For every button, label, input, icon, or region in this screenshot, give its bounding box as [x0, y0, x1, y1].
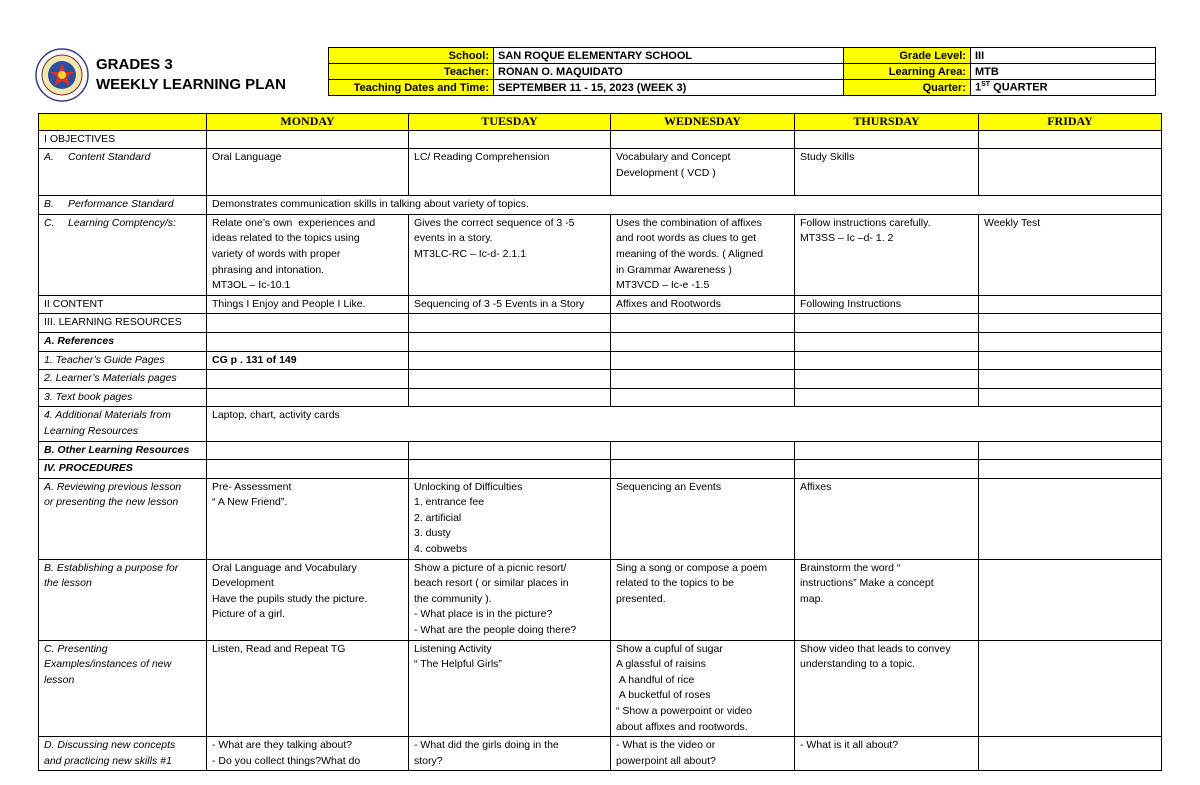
purpose-wednesday: Sing a song or compose a poem related to the topics to be presented. [611, 559, 795, 640]
content-row [39, 295, 1162, 314]
day-monday: MONDAY [207, 114, 409, 131]
quarter-ordinal: ST [981, 81, 991, 89]
content-heading: II CONTENT [39, 295, 207, 314]
quarter-number: 1 [975, 81, 982, 94]
textbook-pages-row [39, 388, 1162, 407]
learners-materials-label: 2. Learner’s Materials pages [39, 370, 207, 389]
quarter-word: QUARTER [990, 81, 1048, 94]
content-standard-thursday: Study Skills [795, 149, 979, 196]
learning-competency-row [39, 214, 1162, 295]
content-friday [979, 295, 1162, 314]
purpose-friday [979, 559, 1162, 640]
day-header-row [39, 114, 1162, 131]
references-heading: A. References [39, 332, 207, 351]
objectives-row [39, 130, 1162, 149]
discussing-row [39, 737, 1162, 771]
teacher-value: RONAN O. MAQUIDATO [494, 64, 844, 80]
teaching-dates-value: SEPTEMBER 11 - 15, 2023 (WEEK 3) [494, 80, 844, 96]
content-standard-label: A. Content Standard [39, 149, 207, 196]
weekly-plan-table [38, 113, 1162, 771]
discussing-monday: - What are they talking about? - Do you collect things?What do [207, 737, 409, 771]
competency-wednesday: Uses the combination of affixes and root words as clues to get meaning of the words. ( Aligned in Grammar Awareness ) MT3VCD – Ic-e -1.5 [611, 214, 795, 295]
learning-resources-row [39, 314, 1162, 333]
presenting-tuesday: Listening Activity “ The Helpful Girls” [409, 640, 611, 737]
content-thursday: Following Instructions [795, 295, 979, 314]
content-standard-row [39, 149, 1162, 196]
competency-monday: Relate one’s own experiences and ideas related to the topics using variety of words with proper phrasing and intonation. MT3OL – Ic-10.1 [207, 214, 409, 295]
grade-level-label: Grade Level: [844, 48, 971, 64]
additional-materials-value: Laptop, chart, activity cards [207, 407, 1162, 441]
presenting-row [39, 640, 1162, 737]
day-wednesday: WEDNESDAY [611, 114, 795, 131]
teaching-dates-label: Teaching Dates and Time: [329, 80, 494, 96]
purpose-thursday: Brainstorm the word “ instructions” Make a concept map. [795, 559, 979, 640]
content-tuesday: Sequencing of 3 -5 Events in a Story [409, 295, 611, 314]
teacher-label: Teacher: [329, 64, 494, 80]
teachers-guide-row [39, 351, 1162, 370]
grade-level-value: III [971, 48, 1156, 64]
content-standard-wednesday: Vocabulary and Concept Development ( VCD ) [611, 149, 795, 196]
school-label: School: [329, 48, 494, 64]
content-standard-monday: Oral Language [207, 149, 409, 196]
additional-materials-row [39, 407, 1162, 441]
purpose-label: B. Establishing a purpose for the lesson [39, 559, 207, 640]
performance-standard-row [39, 196, 1162, 215]
presenting-wednesday: Show a cupful of sugar A glassful of raisins A handful of rice A bucketful of roses “ Show a powerpoint or video about affixes and rootwords. [611, 640, 795, 737]
teachers-guide-label: 1. Teacher’s Guide Pages [39, 351, 207, 370]
textbook-pages-label: 3. Text book pages [39, 388, 207, 407]
reviewing-tuesday: Unlocking of Difficulties 1. entrance fee 2. artificial 3. dusty 4. cobwebs [409, 478, 611, 559]
references-row [39, 332, 1162, 351]
other-resources-row [39, 441, 1162, 460]
competency-friday: Weekly Test [979, 214, 1162, 295]
additional-materials-label: 4. Additional Materials from Learning Resources [39, 407, 207, 441]
learning-area-value: MTB [971, 64, 1156, 80]
content-wednesday: Affixes and Rootwords [611, 295, 795, 314]
header-info-table [328, 47, 1156, 96]
reviewing-friday [979, 478, 1162, 559]
competency-thursday: Follow instructions carefully. MT3SS – Ic –d- 1. 2 [795, 214, 979, 295]
learning-resources-heading: III. LEARNING RESOURCES [39, 314, 207, 333]
presenting-label: C. Presenting Examples/instances of new lesson [39, 640, 207, 737]
purpose-monday: Oral Language and Vocabulary Development Have the pupils study the picture. Picture of a girl. [207, 559, 409, 640]
objectives-heading: I OBJECTIVES [39, 130, 207, 149]
discussing-friday [979, 737, 1162, 771]
content-monday: Things I Enjoy and People I Like. [207, 295, 409, 314]
day-friday: FRIDAY [979, 114, 1162, 131]
quarter-value [971, 80, 1156, 96]
procedures-row [39, 460, 1162, 479]
content-standard-friday [979, 149, 1162, 196]
presenting-friday [979, 640, 1162, 737]
day-tuesday: TUESDAY [409, 114, 611, 131]
title-grade: GRADES 3 [96, 56, 173, 73]
purpose-row [39, 559, 1162, 640]
presenting-monday: Listen, Read and Repeat TG [207, 640, 409, 737]
reviewing-label: A. Reviewing previous lesson or presenting the new lesson [39, 478, 207, 559]
deped-seal-logo [35, 48, 89, 102]
performance-standard-value: Demonstrates communication skills in talking about variety of topics. [207, 196, 1162, 215]
discussing-label: D. Discussing new concepts and practicing new skills #1 [39, 737, 207, 771]
presenting-thursday: Show video that leads to convey understanding to a topic. [795, 640, 979, 737]
document-title [96, 55, 286, 95]
reviewing-row [39, 478, 1162, 559]
learners-materials-row [39, 370, 1162, 389]
procedures-heading: IV. PROCEDURES [39, 460, 207, 479]
discussing-wednesday: - What is the video or powerpoint all about? [611, 737, 795, 771]
reviewing-wednesday: Sequencing an Events [611, 478, 795, 559]
performance-standard-label: B. Performance Standard [39, 196, 207, 215]
learning-competency-label: C. Learning Comptency/s: [39, 214, 207, 295]
school-value: SAN ROQUE ELEMENTARY SCHOOL [494, 48, 844, 64]
discussing-thursday: - What is it all about? [795, 737, 979, 771]
competency-tuesday: Gives the correct sequence of 3 -5 events in a story. MT3LC-RC – Ic-d- 2.1.1 [409, 214, 611, 295]
teachers-guide-monday: CG p . 131 of 149 [207, 351, 409, 370]
content-standard-tuesday: LC/ Reading Comprehension [409, 149, 611, 196]
day-thursday: THURSDAY [795, 114, 979, 131]
reviewing-monday: Pre- Assessment “ A New Friend”. [207, 478, 409, 559]
purpose-tuesday: Show a picture of a picnic resort/ beach resort ( or similar places in the community ). - What place is in the picture? - What are the people doing there? [409, 559, 611, 640]
learning-area-label: Learning Area: [844, 64, 971, 80]
quarter-label: Quarter: [844, 80, 971, 96]
discussing-tuesday: - What did the girls doing in the story? [409, 737, 611, 771]
title-plan: WEEKLY LEARNING PLAN [96, 76, 287, 93]
corner-cell [39, 114, 207, 131]
other-resources-heading: B. Other Learning Resources [39, 441, 207, 460]
reviewing-thursday: Affixes [795, 478, 979, 559]
